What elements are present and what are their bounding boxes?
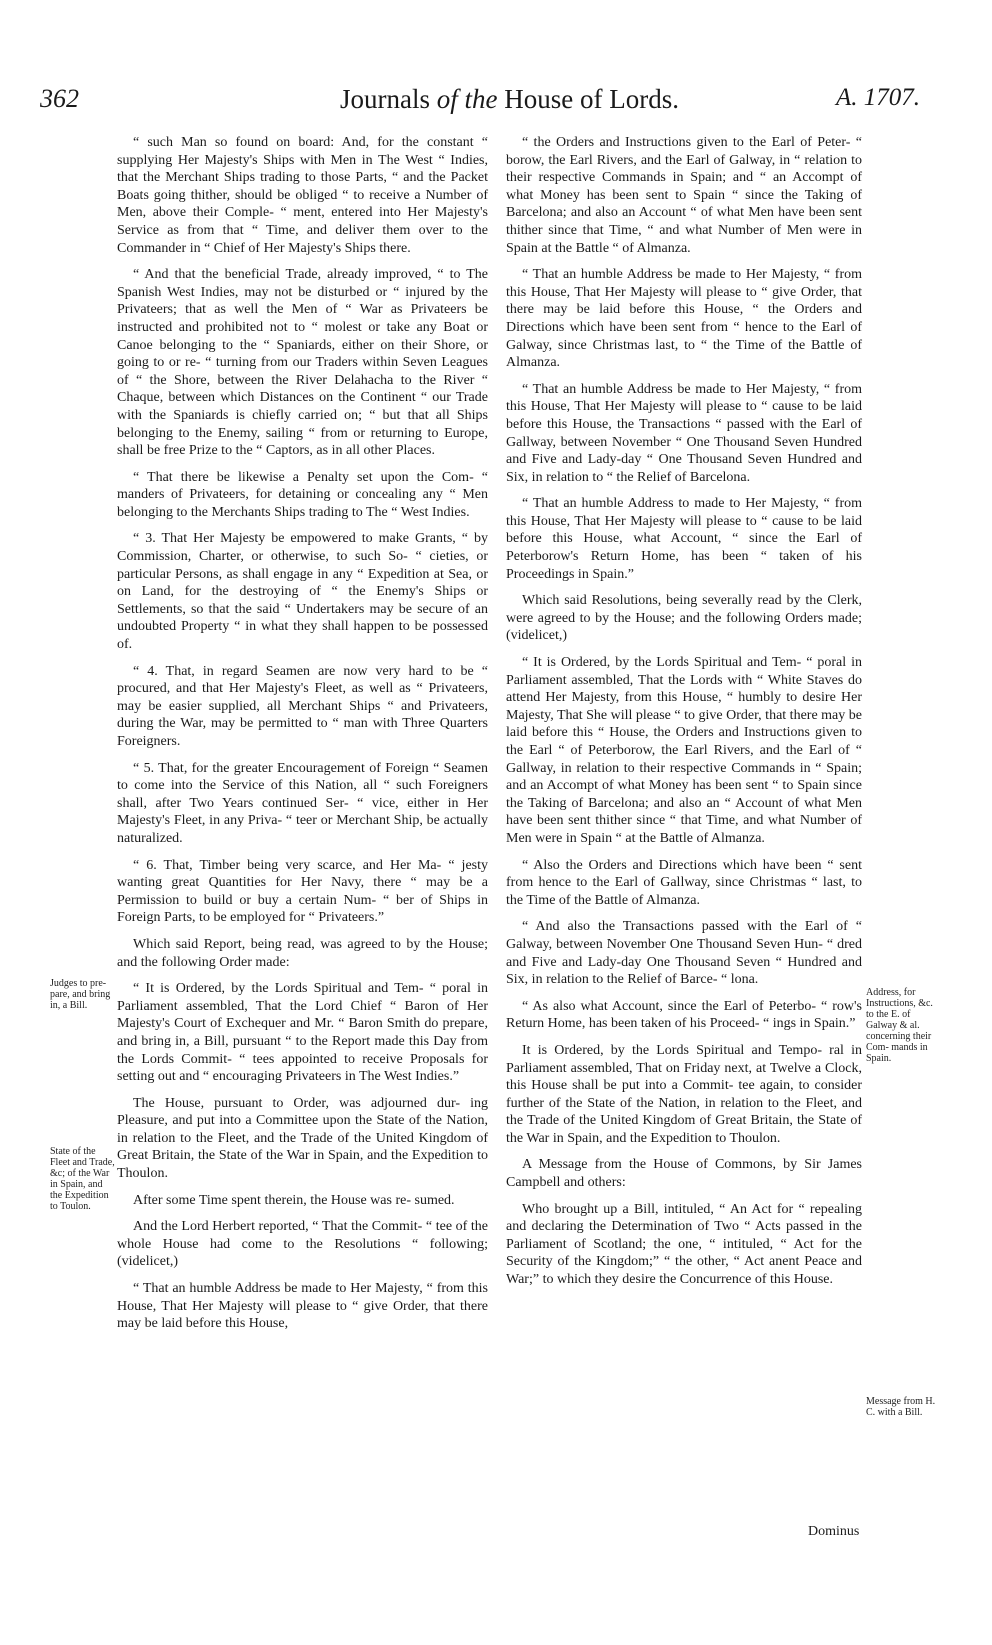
paragraph: “ And that the beneficial Trade, already improved, “ to The Spanish West Indies, may not be disturbed or “ injured by the Privateers; that as well the Men of “ War as Privateers be instructed and prohibited not to “ molest or take any Boat or Canoe belonging to the “ Spaniards, either on their Shore, or going to or re- “ turning from our Traders within Seven Leagues of “ the Shore, between the River Delahacha to the River “ Chaque, between which Distances on the Continent “ our Trade with the Spaniards is chiefly carried on; “ but that all Ships belonging to the Enemy, sailing “ from or returning to Europe, shall be free Prize to the “ Captors, as in all other Places. [117, 267, 488, 459]
margin-note-state: State of the Fleet and Trade, &c; of the War in Spain, and the Expedition to Toulon. [50, 1146, 115, 1212]
margin-note-judges: Judges to pre- pare, and bring in, a Bill. [50, 978, 111, 1011]
paragraph: Which said Resolutions, being severally read by the Clerk, were agreed to by the House; and the following Orders made; (videlicet,) [506, 593, 862, 644]
title-of: of the [436, 84, 498, 114]
paragraph: The House, pursuant to Order, was adjourned dur- ing Pleasure, and put into a Committee upon the State of the Nation, in relation to the Fleet, and the Trade of the United Kingdom of Great Britain, the State of the War in Spain, and the Expedition to Thoulon. [117, 1095, 488, 1182]
catchword: Dominus [808, 1524, 860, 1539]
paragraph: “ It is Ordered, by the Lords Spiritual and Tem- “ poral in Parliament assembled, That the Lords with “ White Staves do attend Her Majesty, from this House, “ humbly to desire Her Majesty, That She will please “ to give Order, that there may be laid before this “ House, the Orders and Instructions given to the Earl “ of Peterborow, the Earl Rivers, and the Earl of “ Gallway, in relation to their respective Commands in “ Spain; and an Accompt of what Money has been sent “ to Spain since the Taking of Barcelona; and also an “ Account of what Men have been sent thither since “ that Time, and what Number of Men were in Spain “ at the Battle of Almanza. [506, 655, 862, 846]
running-title [340, 84, 679, 115]
paragraph: “ It is Ordered, by the Lords Spiritual and Tem- “ poral in Parliament assembled, That the Lord Chief “ Baron of Her Majesty's Court of Exchequer and Mr. “ Baron Smith do prepare, and bring in, a Bill, pursuant “ to the Report made this Day from the Lords Commit- “ tees appointed to receive Proposals for setting out and “ encouraging Privateers in The West Indies.” [117, 981, 488, 1085]
left-column [117, 134, 488, 1342]
paragraph: “ the Orders and Instructions given to the Earl of Peter- “ borow, the Earl Rivers, and the Earl of Galway, in “ relation to their respective Commands in Spain; and “ an Accompt of what Money has been sent to Spain “ since the Taking of Barcelona; and also an Account “ of what Men have been sent thither since that Time, “ and what Number of Men were in Spain at the Battle “ of Almanza. [506, 135, 862, 256]
paragraph: “ 5. That, for the greater Encouragement of Foreign “ Seamen to come into the Service of this Nation, all “ such Foreigners shall, after Two Years continued Ser- “ vice, either in Her Majesty's Fleet, in any Priva- “ teer or Merchant Ship, be actually naturalized. [117, 760, 488, 846]
paragraph: “ That an humble Address be made to Her Majesty, “ from this House, That Her Majesty will please to “ give Order, that there may be laid before this House, [117, 1281, 488, 1332]
paragraph: Which said Report, being read, was agreed to by the House; and the following Order made: [117, 936, 488, 970]
paragraph: A Message from the House of Commons, by Sir James Campbell and others: [506, 1157, 862, 1191]
margin-note-message: Message from H. C. with a Bill. [866, 1396, 936, 1418]
title-prefix: Journals [340, 84, 430, 114]
paragraph: It is Ordered, by the Lords Spiritual and Tempo- ral in Parliament assembled, That on Friday next, at Twelve a Clock, this House shall be put into a Commit- tee again, to consider further of the State of the Nation, in relation to the Fleet, and the Trade of the United Kingdom of Great Britain, the State of the War in Spain, and the Expedition to Thoulon. [506, 1042, 862, 1146]
page-year: A. 1707. [835, 84, 920, 111]
paragraph: “ That an humble Address be made to Her Majesty, “ from this House, That Her Majesty will please to “ cause to be laid before this House, the Transactions “ passed with the Earl of Gallway, between November “ One Thousand Seven Hundred and Five and Lady-day “ One Thousand Seven Hundred and Six, in relation to “ the Relief of Barcelona. [506, 381, 862, 485]
page-number: 362 [40, 84, 79, 113]
margin-note-address: Address, for Instructions, &c. to the E. of Galway & al. concerning their Com- mands in Spain. [866, 987, 933, 1064]
paragraph: “ And also the Transactions passed with the Earl of “ Galway, between November One Thousand Seven Hun- “ dred and Five and Lady-day One Thousand Seven “ Hundred and Six, in relation to the Relief of Barce- “ lona. [506, 919, 862, 988]
page-header [40, 84, 920, 124]
paragraph: And the Lord Herbert reported, “ That the Commit- “ tee of the whole House had come to the Resolutions “ following; (videlicet,) [117, 1219, 488, 1270]
paragraph: “ such Man so found on board: And, for the constant “ supplying Her Majesty's Ships with Men in The West “ Indies, that the Merchant Ships trading to those Parts, “ and the Packet Boats going thither, should be obliged “ to receive a Number of Men, above their Comple- “ ment, entered into Her Majesty's Service as from that “ Time, and deliver them over to the Commander in “ Chief of Her Majesty's Ships there. [117, 135, 488, 256]
paragraph: “ 4. That, in regard Seamen are now very hard to be “ procured, and that Her Majesty's Fleet, as well as “ Privateers, may be easier supplied, all Merchant Ships “ and Privateers, during the War, may be permitted to “ man with Three Quarters Foreigners. [117, 663, 488, 749]
paragraph: After some Time spent therein, the House was re- sumed. [133, 1192, 455, 1208]
paragraph: “ That there be likewise a Penalty set upon the Com- “ manders of Privateers, for detaining or concealing any “ Men belonging to the Merchants Ships trading to The “ West Indies. [117, 469, 488, 520]
title-suffix: House of Lords. [504, 84, 679, 114]
paragraph: Who brought up a Bill, intituled, “ An Act for “ repealing and declaring the Determination of Two “ Acts passed in the Parliament of Scotland; the one, “ intituled, “ Act for the Security of the Kingdom;” “ the other, “ Act anent Peace and War;” to which they desire the Concurrence of this House. [506, 1201, 862, 1288]
paragraph: “ That an humble Address be made to Her Majesty, “ from this House, That Her Majesty will please to “ give Order, that there may be laid before this House, “ the Orders and Directions which have been sent from “ hence to the Earl of Galway, since Christmas last, to “ the Time of the Battle of Almanza. [506, 267, 862, 371]
right-column [506, 134, 862, 1298]
paragraph: “ 3. That Her Majesty be empowered to make Grants, “ by Commission, Charter, or otherwise, to such So- “ cieties, or particular Persons, as shall engage in any “ Expedition at Sea, or on Land, for the destroying of “ the Enemy's Ships or Settlements, so that the said “ Undertakers may be secure of an undoubted Property “ in what they shall happen to be possessed of. [117, 531, 488, 653]
paragraph: “ Also the Orders and Directions which have been “ sent from hence to the Earl of Gallway, since Christmas “ last, to the Time of the Battle of Almanza. [506, 857, 862, 908]
paragraph: “ That an humble Address to made to Her Majesty, “ from this House, That Her Majesty will please to “ cause to be laid before this House, what Account, “ since the Earl of Peterborow's Return Home, has been “ taken of his Proceedings in Spain.” [506, 496, 862, 582]
paragraph: “ 6. That, Timber being very scarce, and Her Ma- “ jesty wanting great Quantities for Her Navy, there “ may be a Permission to build or buy a certain Num- “ ber of Ships in Foreign Parts, to be employed for “ Privateers.” [117, 857, 488, 926]
paragraph: “ As also what Account, since the Earl of Peterbo- “ row's Return Home, has been taken of his Proceed- “ ings in Spain.” [506, 998, 862, 1032]
